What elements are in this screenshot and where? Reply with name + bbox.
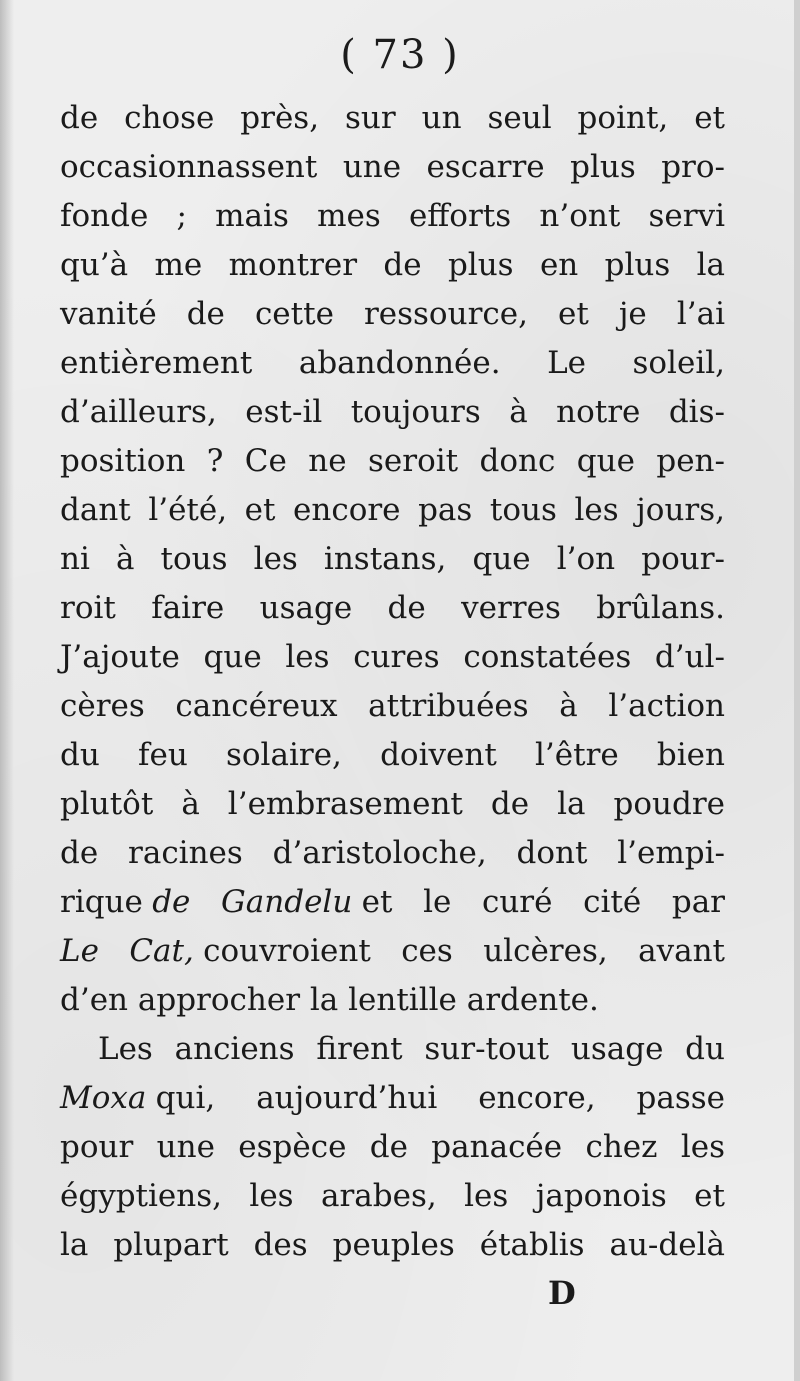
text-line-21-end: qui, aujourd’hui encore, passe bbox=[155, 1080, 725, 1116]
text-line-20: Les anciens firent sur-tout usage du bbox=[98, 1031, 725, 1067]
text-line-14: du feu solaire, doivent l’être bien bbox=[60, 737, 725, 773]
text-line-22: pour une espèce de panacée chez les bbox=[60, 1129, 725, 1165]
text-line-1: de chose près, sur un seul point, et bbox=[60, 100, 725, 136]
italic-term-moxa: Moxa bbox=[60, 1080, 147, 1116]
text-line-2: occasionnassent une escarre plus pro- bbox=[60, 149, 725, 185]
text-line-15: plutôt à l’embrasement de la poudre bbox=[60, 786, 725, 822]
text-line-18-end: couvroient ces ulcères, avant bbox=[203, 933, 725, 969]
signature-mark: D bbox=[548, 1274, 576, 1312]
text-line-6: entièrement abandonnée. Le soleil, bbox=[60, 345, 725, 381]
text-line-7: d’ailleurs, est-il toujours à notre dis- bbox=[60, 394, 725, 430]
text-line-17 bbox=[60, 878, 725, 927]
text-line-5: vanité de cette ressource, et je l’ai bbox=[60, 296, 725, 332]
text-line-18 bbox=[60, 927, 725, 976]
body-text bbox=[60, 94, 725, 1270]
text-line-12: J’ajoute que les cures constatées d’ul- bbox=[60, 639, 725, 675]
text-line-10: ni à tous les instans, que l’on pour- bbox=[60, 541, 725, 577]
page-edge bbox=[794, 0, 800, 1381]
page-gutter-shadow bbox=[0, 0, 14, 1381]
text-line-11: roit faire usage de verres brûlans. bbox=[60, 590, 725, 626]
text-line-13: cères cancéreux attribuées à l’action bbox=[60, 688, 725, 724]
text-line-4: qu’à me montrer de plus en plus la bbox=[60, 247, 725, 283]
text-line-9: dant l’été, et encore pas tous les jours, bbox=[60, 492, 725, 528]
text-line-23: égyptiens, les arabes, les japonois et bbox=[60, 1178, 725, 1214]
italic-name-gandelu: de Gandelu bbox=[152, 884, 353, 920]
text-line-17-start: rique bbox=[60, 884, 143, 920]
text-line-3: fonde ; mais mes efforts n’ont servi bbox=[60, 198, 725, 234]
text-line-16: de racines d’aristoloche, dont l’empi- bbox=[60, 835, 725, 871]
text-line-19: d’en approcher la lentille ardente. bbox=[60, 982, 599, 1018]
text-line-21 bbox=[60, 1074, 725, 1123]
page-number-header: ( 73 ) bbox=[340, 32, 460, 78]
text-line-17-end: et le curé cité par bbox=[361, 884, 725, 920]
text-line-8: position ? Ce ne seroit donc que pen- bbox=[60, 443, 725, 479]
text-line-24: la plupart des peuples établis au-delà bbox=[60, 1227, 725, 1263]
italic-name-le-cat: Le Cat, bbox=[60, 933, 194, 969]
